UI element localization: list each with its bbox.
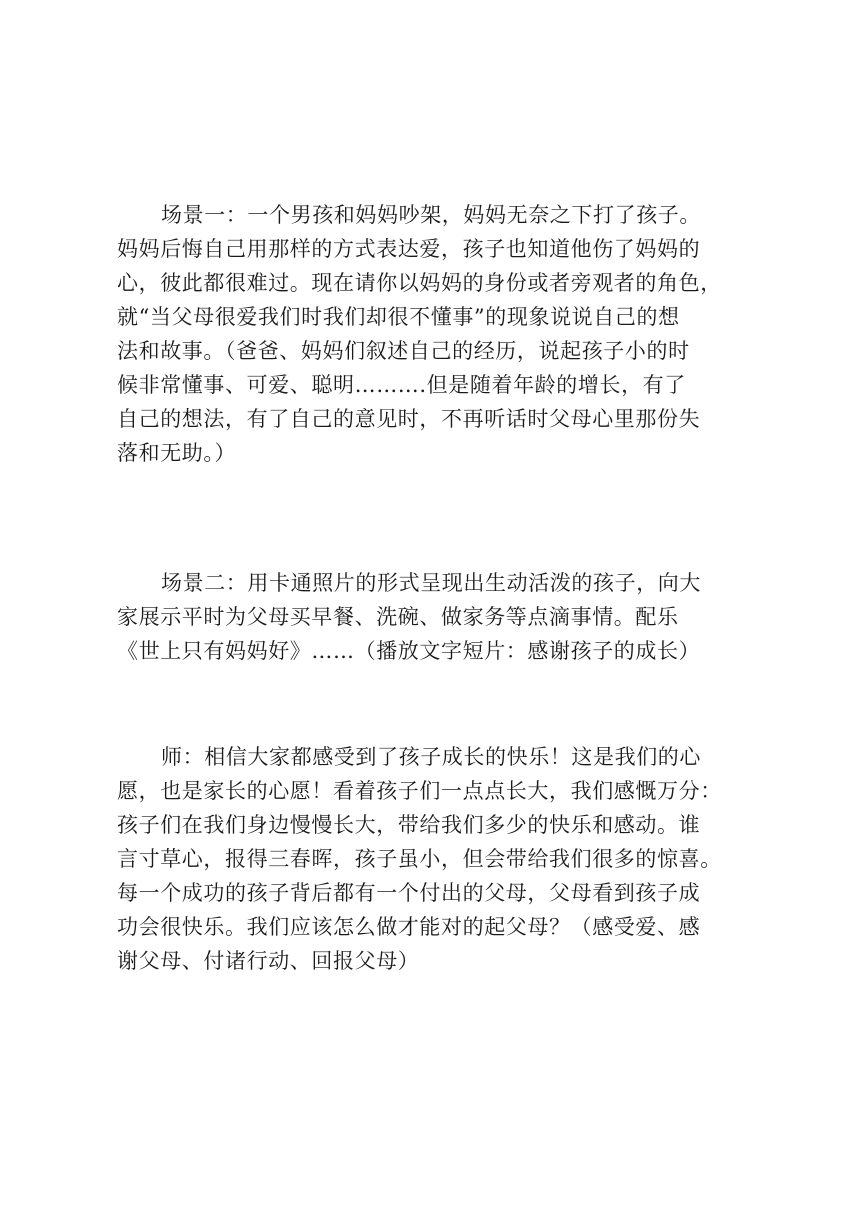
text-line: 师：相信大家都感受到了孩子成长的快乐！这是我们的心: [161, 745, 701, 769]
text-line: 愿，也是家长的心愿！看着孩子们一点点长大，我们感慨万分：: [117, 779, 722, 803]
text-line: 场景二：用卡通照片的形式呈现出生动活泼的孩子，向大: [161, 571, 701, 595]
text-line: 落和无助。）: [117, 441, 237, 465]
text-line: 妈妈后悔自己用那样的方式表达爱，孩子也知道他伤了妈妈的: [117, 237, 701, 261]
text-line: 功会很快乐。我们应该怎么做才能对的起父母？（感受爱、感: [117, 915, 701, 939]
text-line: 每一个成功的孩子背后都有一个付出的父母，父母看到孩子成: [117, 881, 701, 905]
text-line: 法和故事。（爸爸、妈妈们叙述自己的经历，说起孩子小的时: [117, 339, 690, 363]
text-line: 候非常懂事、可爱、聪明……….但是随着年龄的增长，有了: [117, 373, 686, 397]
text-line: 家展示平时为父母买早餐、洗碗、做家务等点滴事情。配乐: [117, 605, 679, 629]
paragraph-teacher: [117, 740, 743, 978]
text-line: 言寸草心，报得三春晖，孩子虽小，但会带给我们很多的惊喜。: [117, 847, 722, 871]
text-line: 场景一：一个男孩和妈妈吵架，妈妈无奈之下打了孩子。: [161, 203, 701, 227]
text-line: 心，彼此都很难过。现在请你以妈妈的身份或者旁观者的角色，: [117, 271, 722, 295]
text-line: 孩子们在我们身边慢慢长大，带给我们多少的快乐和感动。谁: [117, 813, 701, 837]
text-line: 《世上只有妈妈好》……（播放文字短片：感谢孩子的成长）: [117, 639, 701, 663]
paragraph-scene-two: [117, 566, 743, 668]
text-line: 谢父母、付诸行动、回报父母）: [117, 949, 420, 973]
paragraph-scene-one: [117, 198, 743, 470]
text-line: 自己的想法，有了自己的意见时，不再听话时父母心里那份失: [117, 407, 701, 431]
text-line: 就“当父母很爱我们时我们却很不懂事”的现象说说自己的想: [117, 305, 680, 329]
